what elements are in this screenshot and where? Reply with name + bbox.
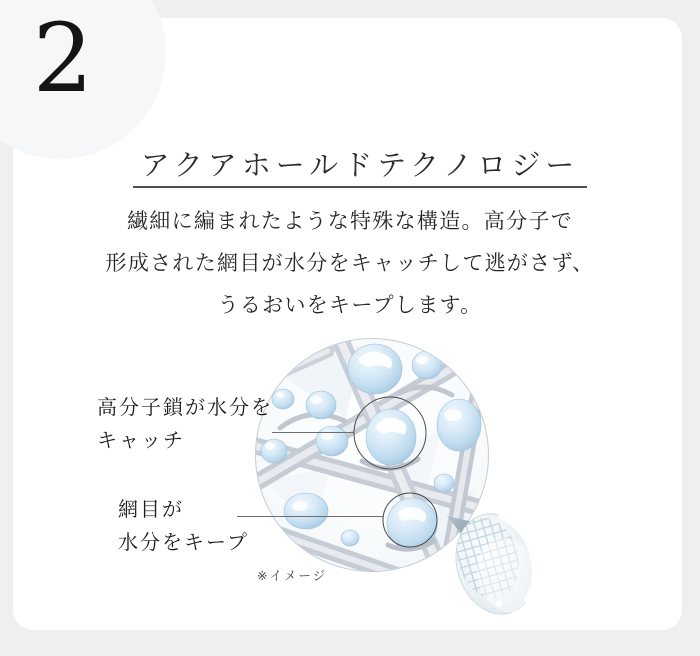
- description-line: うるおいをキープします。: [217, 294, 483, 317]
- step-number: 2: [32, 4, 94, 114]
- label-catch-line1: 高分子鎖が水分を: [97, 397, 273, 419]
- label-keep-line2: 水分をキープ: [118, 532, 249, 554]
- description-line: 繊細に編まれたような特殊な構造。高分子で: [127, 210, 573, 233]
- image-disclaimer: ※イメージ: [257, 569, 328, 583]
- label-keep: [118, 494, 249, 560]
- section-title: アクアホールドテクノロジー: [140, 148, 580, 182]
- label-catch-line2: キャッチ: [97, 430, 185, 452]
- section-description: [0, 201, 700, 327]
- description-line: 形成された網目が水分をキャッチして逃がさず、: [105, 252, 595, 275]
- leader-line-keep: [237, 516, 384, 517]
- label-keep-line1: 網目が: [118, 499, 184, 521]
- leader-line-catch: [272, 432, 354, 433]
- label-catch: [97, 392, 273, 458]
- contact-lens-icon: [450, 506, 544, 622]
- title-underline: [133, 186, 587, 188]
